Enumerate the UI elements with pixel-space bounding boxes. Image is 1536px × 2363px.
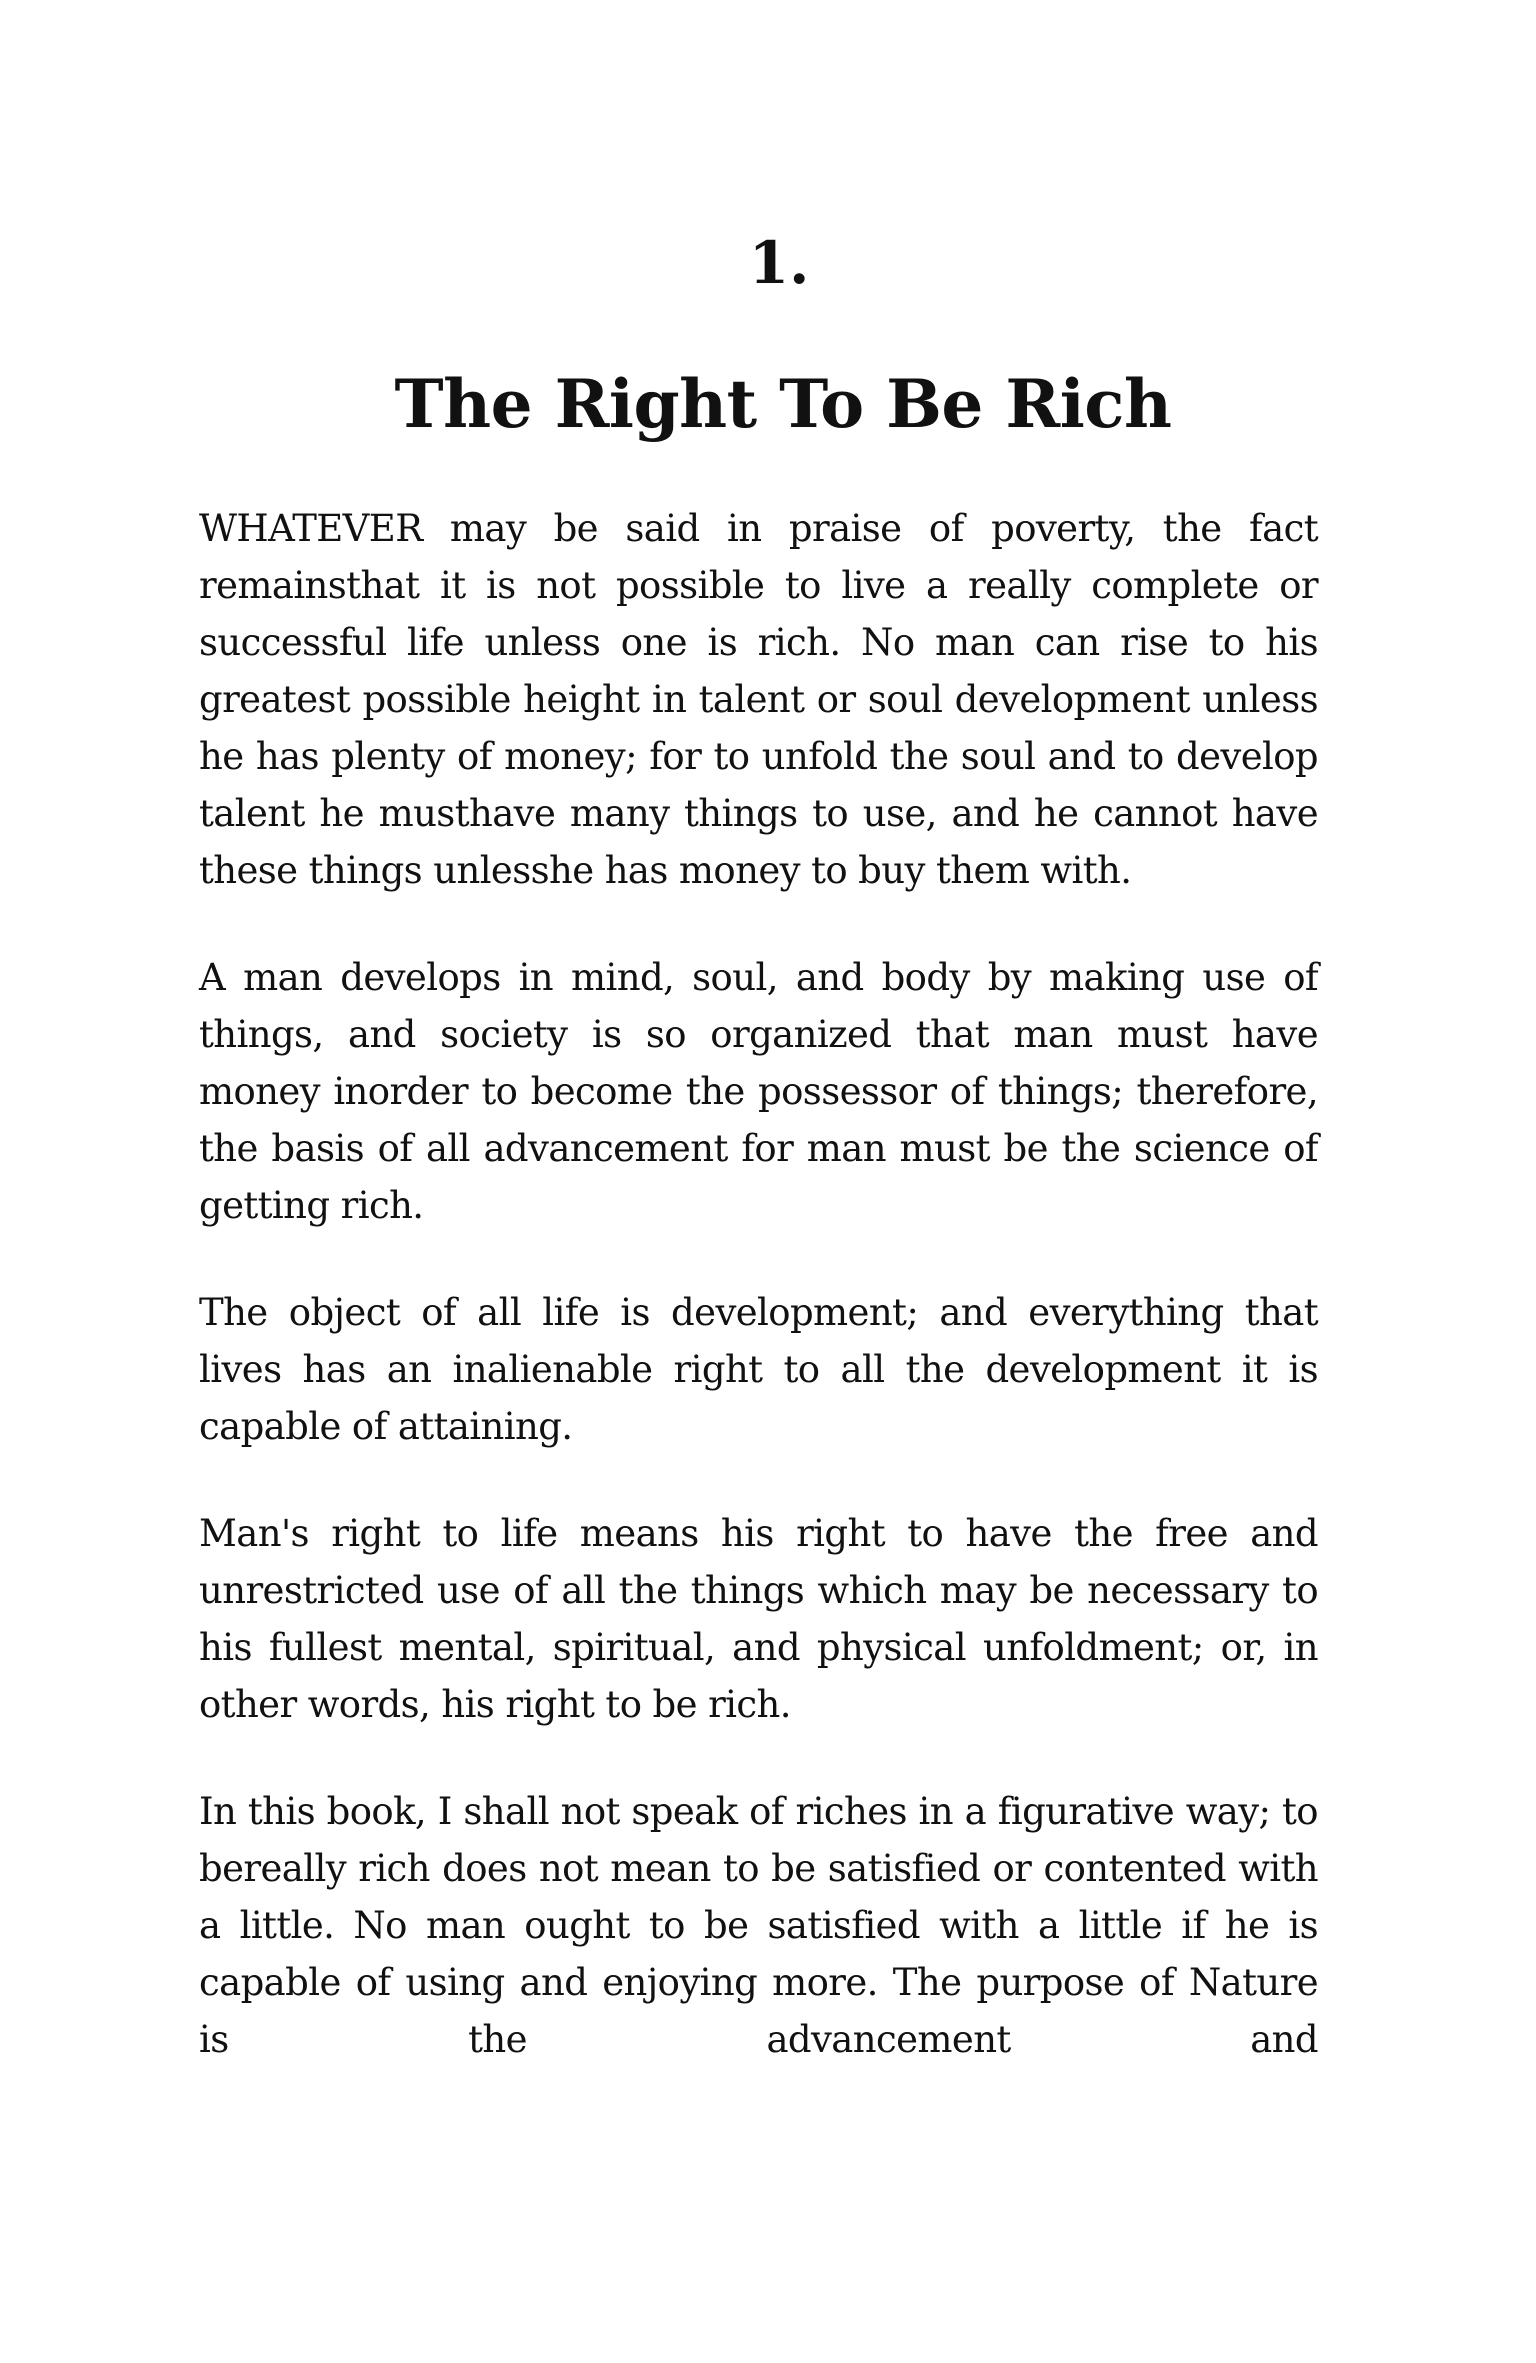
paragraph: WHATEVER may be said in praise of poverty, the fact remainsthat it is not possible to live a really complete or successful life unless one is rich. No man can rise to his greatest possible height in talent or soul development unless he has plenty of money; for to unfold the soul and to develop talent he musthave many things to use, and he cannot have these things unlesshe has money to buy them with. [199,507,1318,892]
paragraph: A man develops in mind, soul, and body by making use of things, and society is so organized that man must have money inorder to become the possessor of things; therefore, the basis of all advancement for man must be the science of getting rich. [199,956,1318,1227]
chapter-title: The Right To Be Rich [394,365,1172,443]
paragraph: Man's right to life means his right to have the free and unrestricted use of all the things which may be necessary to his fullest mental, spiritual, and physical unfoldment; or, in other words, his right to be rich. [199,1512,1318,1726]
paragraph: The object of all life is development; and everything that lives has an inalienable right to all the development it is capable of attaining. [199,1291,1318,1448]
chapter-number: 1. [748,229,810,297]
paragraph: In this book, I shall not speak of riches in a figurative way; to bereally rich does not mean to be satisfied or contented with a little. No man ought to be satisfied with a little if he is capable of using and enjoying more. The purpose of Nature is the advancement and [199,1790,1318,2061]
chapter-body [199,500,1318,2118]
